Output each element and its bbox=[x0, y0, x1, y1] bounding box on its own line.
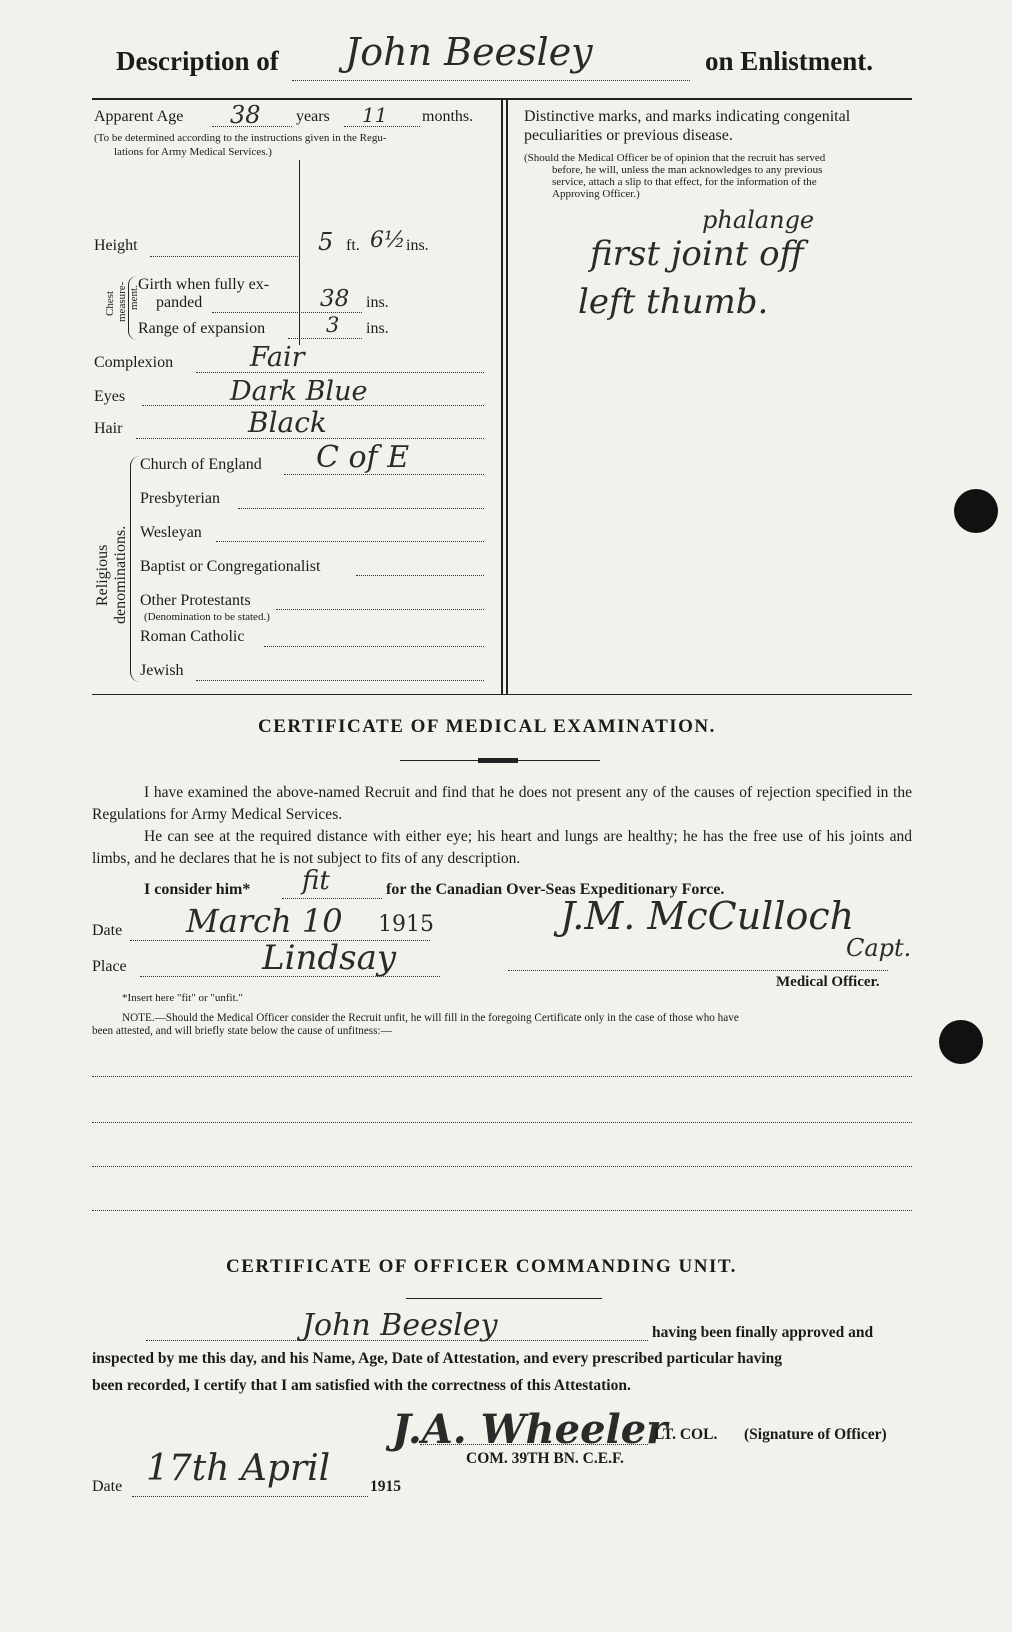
commanding-line1-suffix: having been finally approved and bbox=[652, 1324, 874, 1341]
religion-label-2: denominations. bbox=[112, 525, 129, 624]
header-suffix: on Enlistment. bbox=[705, 46, 874, 76]
medical-place-label: Place bbox=[92, 958, 127, 975]
eyes-value: Dark Blue bbox=[230, 376, 368, 407]
age-label: Apparent Age bbox=[94, 108, 184, 125]
religion-presbyterian: Presbyterian bbox=[140, 490, 220, 507]
range-value: 3 bbox=[326, 313, 340, 337]
unfit-note-2: been attested, and will briefly state below the cause of unfitness:— bbox=[92, 1025, 392, 1037]
medical-place-value: Lindsay bbox=[262, 938, 397, 978]
medical-paragraph-2: He can see at the required distance with either eye; his heart and lungs are healthy; he has the free use of his joints and limbs, and he declares that he is not subject to fits of any description. bbox=[92, 828, 912, 867]
height-line bbox=[150, 256, 298, 257]
header-name-value: John Beesley bbox=[345, 30, 593, 74]
commanding-rank: LT. COL. bbox=[654, 1426, 718, 1443]
roman-catholic-line bbox=[264, 646, 484, 647]
unfit-line-2 bbox=[92, 1122, 912, 1123]
height-in-label: ins. bbox=[406, 237, 429, 254]
religion-church-of-england: Church of England bbox=[140, 456, 262, 473]
medical-paragraph-1: I have examined the above-named Recruit and find that he does not present any of the causes of rejection specified in the Regulations for Army Medical Services. bbox=[92, 784, 912, 823]
religion-roman-catholic: Roman Catholic bbox=[140, 628, 245, 645]
religion-label-1: Religious bbox=[94, 544, 111, 606]
eyes-label: Eyes bbox=[94, 388, 126, 405]
commanding-line3: been recorded, I certify that I am satisfied with the correctness of this Attestation. bbox=[92, 1377, 631, 1394]
chest-label-3: ment. bbox=[128, 285, 140, 310]
medical-year-value: 1915 bbox=[378, 912, 434, 937]
commanding-date-label: Date bbox=[92, 1478, 123, 1495]
commanding-certificate-title: CERTIFICATE OF OFFICER COMMANDING UNIT. bbox=[226, 1256, 737, 1277]
upper-bottom-rule bbox=[92, 694, 912, 695]
punch-hole bbox=[954, 489, 998, 533]
chest-brace bbox=[128, 276, 137, 340]
consider-line bbox=[282, 898, 382, 899]
commanding-date-line bbox=[132, 1496, 368, 1497]
consider-value: fit bbox=[302, 866, 330, 896]
complexion-label: Complexion bbox=[94, 354, 174, 371]
girth-line bbox=[212, 312, 362, 313]
distinctive-heading-2: peculiarities or previous disease. bbox=[524, 127, 733, 144]
jewish-line bbox=[196, 680, 484, 681]
column-divider bbox=[506, 100, 508, 695]
hair-value: Black bbox=[248, 406, 327, 439]
measure-divider bbox=[299, 160, 300, 345]
distinctive-note-1: (Should the Medical Officer be of opinion that the recruit has served bbox=[524, 152, 826, 164]
complexion-value: Fair bbox=[250, 342, 305, 373]
insert-note: *Insert here "fit" or "unfit." bbox=[122, 992, 243, 1004]
medical-date-label: Date bbox=[92, 922, 123, 939]
medical-officer-signature: J.M. McCulloch bbox=[560, 894, 855, 938]
religion-jewish: Jewish bbox=[140, 662, 184, 679]
age-months-label: months. bbox=[422, 108, 474, 125]
religion-other-note: (Denomination to be stated.) bbox=[144, 611, 270, 623]
unfit-line-4 bbox=[92, 1210, 912, 1211]
unfit-line-1 bbox=[92, 1076, 912, 1077]
commanding-signature-label: (Signature of Officer) bbox=[744, 1426, 887, 1443]
presbyterian-line bbox=[238, 508, 484, 509]
commanding-unit: COM. 39TH BN. C.E.F. bbox=[466, 1450, 624, 1467]
other-line bbox=[276, 609, 484, 610]
religion-wesleyan: Wesleyan bbox=[140, 524, 202, 541]
consider-suffix: for the Canadian Over-Seas Expeditionary Force. bbox=[386, 881, 725, 898]
range-unit: ins. bbox=[366, 320, 389, 337]
wesleyan-line bbox=[216, 541, 484, 542]
distinctive-note-3: service, attach a slip to that effect, for the information of the bbox=[552, 176, 817, 188]
height-ft-label: ft. bbox=[346, 237, 360, 254]
commanding-signature-line bbox=[420, 1444, 648, 1445]
chest-label-2: measure- bbox=[116, 281, 128, 322]
commanding-signature: J.A. Wheeler bbox=[392, 1406, 668, 1453]
distinctive-mark-1: phalange bbox=[702, 206, 815, 234]
girth-label-2: panded bbox=[156, 294, 203, 311]
column-divider bbox=[501, 100, 503, 695]
complexion-line bbox=[196, 372, 484, 373]
religion-church-value: C of E bbox=[316, 440, 410, 475]
range-line bbox=[288, 338, 362, 339]
header-prefix: Description of bbox=[116, 46, 279, 76]
range-label: Range of expansion bbox=[138, 320, 266, 337]
medical-officer-rank: Capt. bbox=[846, 934, 912, 962]
commanding-title-rule bbox=[406, 1298, 602, 1299]
medical-officer-label: Medical Officer. bbox=[776, 974, 880, 990]
distinctive-mark-2: first joint off bbox=[590, 234, 804, 274]
commanding-date-value: 17th April bbox=[146, 1448, 331, 1489]
age-note-1: (To be determined according to the instructions given in the Regu- bbox=[94, 132, 387, 144]
religion-baptist: Baptist or Congregationalist bbox=[140, 558, 321, 575]
chest-label-1: Chest bbox=[104, 290, 116, 316]
distinctive-heading-1: Distinctive marks, and marks indicating congenital bbox=[524, 108, 851, 125]
distinctive-mark-3: left thumb. bbox=[578, 282, 769, 322]
age-note-2: lations for Army Medical Services.) bbox=[114, 146, 272, 158]
medical-certificate-title: CERTIFICATE OF MEDICAL EXAMINATION. bbox=[258, 716, 716, 737]
unfit-line-3 bbox=[92, 1166, 912, 1167]
girth-value: 38 bbox=[320, 286, 350, 312]
height-label: Height bbox=[94, 237, 138, 254]
consider-prefix: I consider him* bbox=[144, 881, 251, 898]
medical-title-rule-center bbox=[478, 758, 518, 763]
girth-label-1: Girth when fully ex- bbox=[138, 276, 270, 293]
baptist-line bbox=[356, 575, 484, 576]
age-years-label: years bbox=[296, 108, 330, 125]
age-months-value: 11 bbox=[362, 103, 388, 127]
girth-unit: ins. bbox=[366, 294, 389, 311]
medical-date-value: March 10 bbox=[186, 902, 343, 940]
distinctive-note-2: before, he will, unless the man acknowledges to any previous bbox=[552, 164, 823, 176]
medical-officer-line bbox=[508, 970, 888, 971]
commanding-name-value: John Beesley bbox=[302, 1308, 498, 1343]
commanding-year-value: 1915 bbox=[370, 1478, 401, 1495]
header-name-line bbox=[292, 80, 690, 81]
age-years-value: 38 bbox=[230, 101, 261, 129]
distinctive-note-4: Approving Officer.) bbox=[552, 188, 640, 200]
commanding-line2: inspected by me this day, and his Name, Age, Date of Attestation, and every prescribed particular having bbox=[92, 1350, 783, 1367]
punch-hole bbox=[939, 1020, 983, 1064]
height-in-value: 6½ bbox=[370, 228, 406, 253]
unfit-note-1: NOTE.—Should the Medical Officer consider the Recruit unfit, he will fill in the foregoing Certificate only in the case of those who have bbox=[122, 1012, 739, 1024]
height-ft-value: 5 bbox=[318, 228, 334, 256]
religion-other: Other Protestants bbox=[140, 592, 251, 609]
hair-label: Hair bbox=[94, 420, 123, 437]
